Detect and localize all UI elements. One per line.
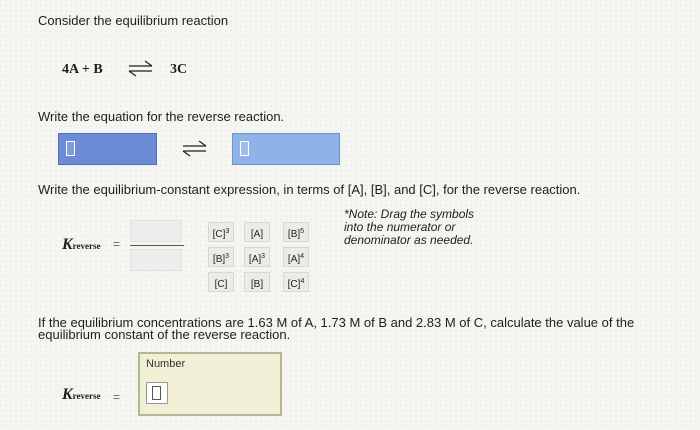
note-line-1: *Note: Drag the symbols [344,207,475,221]
expression-prompt: Write the equilibrium-constant expression, in terms of [A], [B], and [C], for the reverse reaction. [38,182,581,197]
concentration-prompt-line-1: If the equilibrium concentrations are 1.63 M of A, 1.73 M of B and 2.83 M of C, calculate the value of the [38,315,635,330]
tile-c[interactable]: [C] [208,272,234,292]
reverse-products-box[interactable] [232,133,340,165]
reverse-reaction-prompt: Write the equation for the reverse reaction. [38,109,285,124]
k-subscript: reverse [72,391,101,401]
denominator-drop-zone[interactable] [130,249,182,271]
k-symbol: K [62,386,73,403]
reaction-left: 4A + B [62,62,103,77]
intro-text: Consider the equilibrium reaction [38,13,229,28]
concentration-prompt [38,317,634,341]
k-equals: = [113,237,121,251]
tile-b-cubed[interactable]: $[B]^3$ [208,247,234,267]
text-cursor-icon [66,141,75,156]
k-reverse-answer-label [62,386,101,404]
tile-c-fourth[interactable]: $[C]^4$ [283,272,309,292]
numerator-drop-zone[interactable] [130,220,182,242]
number-label: Number [146,358,186,370]
k-symbol: K [62,236,73,253]
tile-c-cubed[interactable]: $[C]^3$ [208,222,234,242]
reverse-reactants-box[interactable] [58,133,157,165]
tile-a-cubed[interactable]: $[A]^3$ [244,247,270,267]
text-cursor-icon [240,141,249,156]
fraction-bar [130,245,184,246]
equilibrium-arrow-icon [126,58,156,78]
tile-a[interactable]: [A] [244,222,270,242]
k-reverse-number-input[interactable] [146,382,168,404]
equilibrium-arrow-icon [180,138,210,158]
tile-a-fourth[interactable]: $[A]^4$ [283,247,309,267]
tile-b[interactable]: [B] [244,272,270,292]
note-line-3: denominator as needed. [344,233,474,247]
concentration-prompt-line-2: equilibrium constant of the reverse reaction. [38,327,291,342]
tile-b-fifth[interactable]: $[B]^5$ [283,222,309,242]
drag-note [344,208,474,247]
k-answer-equals: = [113,390,121,404]
k-reverse-label [62,236,101,254]
text-cursor-icon [152,386,161,400]
k-subscript: reverse [72,241,101,251]
note-line-2: into the numerator or [344,220,456,234]
reaction-right: 3C [170,62,188,77]
